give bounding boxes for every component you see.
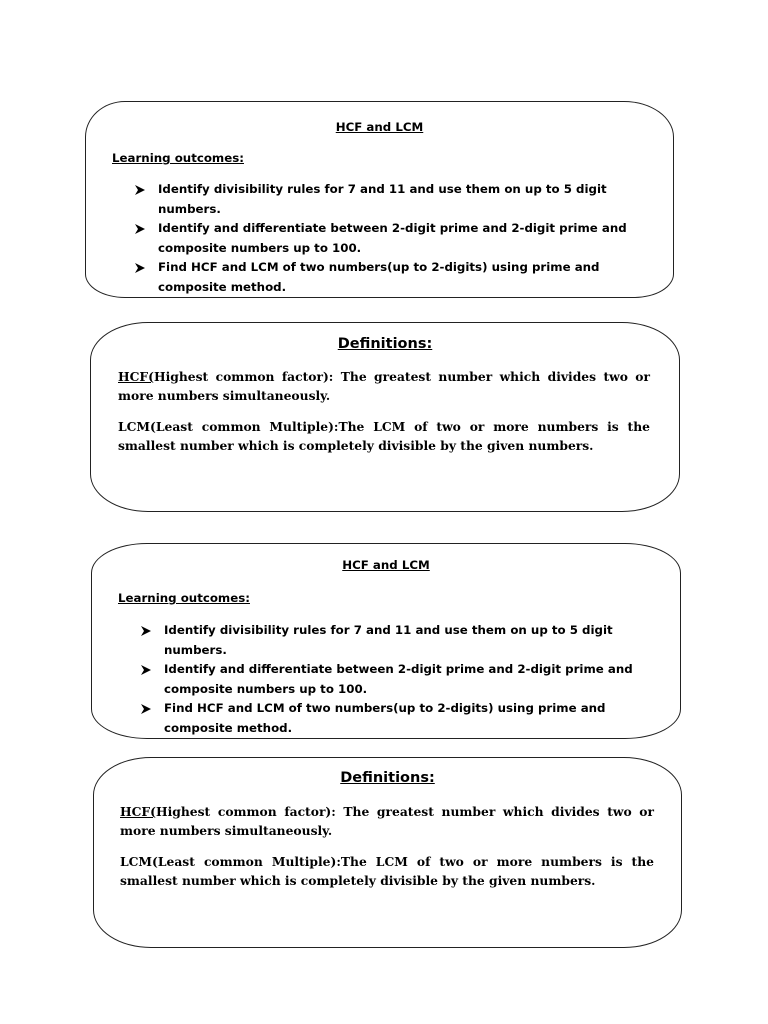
learning-outcomes-heading: Learning outcomes: bbox=[118, 591, 250, 605]
card-title: HCF and LCM bbox=[335, 120, 424, 134]
lcm-definition: LCM(Least common Multiple):The LCM of two or more numbers is the smallest number which is completely divisible by the given numbers. bbox=[120, 854, 654, 888]
arrowhead-bullet-icon bbox=[134, 223, 146, 235]
list-item bbox=[140, 660, 640, 699]
outcomes-list bbox=[140, 621, 640, 738]
list-item bbox=[134, 219, 634, 258]
definitions-card-2 bbox=[93, 757, 682, 948]
list-item bbox=[140, 699, 640, 738]
hcf-text: Highest common factor): The greatest number which divides two or more numbers simultaneously. bbox=[118, 369, 650, 403]
learning-outcomes-card-1 bbox=[85, 101, 674, 298]
list-item-text: Identify divisibility rules for 7 and 11 and use them on up to 5 digit numbers. bbox=[158, 182, 607, 216]
list-item-text: Identify and differentiate between 2-digit prime and 2-digit prime and composite numbers up to 100. bbox=[164, 662, 633, 696]
hcf-definition bbox=[118, 367, 650, 405]
arrowhead-bullet-icon bbox=[140, 703, 152, 715]
arrowhead-bullet-icon bbox=[134, 184, 146, 196]
list-item bbox=[134, 180, 634, 219]
hcf-text: Highest common factor): The greatest number which divides two or more numbers simultaneously. bbox=[120, 804, 654, 838]
arrowhead-bullet-icon bbox=[140, 664, 152, 676]
learning-outcomes-heading: Learning outcomes: bbox=[112, 151, 244, 165]
definitions-card-1 bbox=[90, 322, 680, 512]
card-title: HCF and LCM bbox=[342, 558, 430, 572]
outcomes-list bbox=[134, 180, 634, 297]
hcf-definition bbox=[120, 802, 654, 840]
list-item bbox=[134, 258, 634, 297]
list-item-text: Find HCF and LCM of two numbers(up to 2-digits) using prime and composite method. bbox=[164, 701, 606, 735]
list-item bbox=[140, 621, 640, 660]
list-item-text: Identify divisibility rules for 7 and 11 and use them on up to 5 digit numbers. bbox=[164, 623, 613, 657]
definitions-heading: Definitions: bbox=[337, 336, 433, 352]
hcf-term: HCF( bbox=[118, 369, 154, 384]
list-item-text: Identify and differentiate between 2-digit prime and 2-digit prime and composite numbers up to 100. bbox=[158, 221, 627, 255]
arrowhead-bullet-icon bbox=[140, 625, 152, 637]
definitions-heading: Definitions: bbox=[340, 770, 435, 786]
hcf-term: HCF( bbox=[120, 804, 156, 819]
arrowhead-bullet-icon bbox=[134, 262, 146, 274]
learning-outcomes-card-2 bbox=[91, 543, 681, 739]
list-item-text: Find HCF and LCM of two numbers(up to 2-digits) using prime and composite method. bbox=[158, 260, 600, 294]
lcm-definition: LCM(Least common Multiple):The LCM of two or more numbers is the smallest number which is completely divisible by the given numbers. bbox=[118, 419, 650, 453]
